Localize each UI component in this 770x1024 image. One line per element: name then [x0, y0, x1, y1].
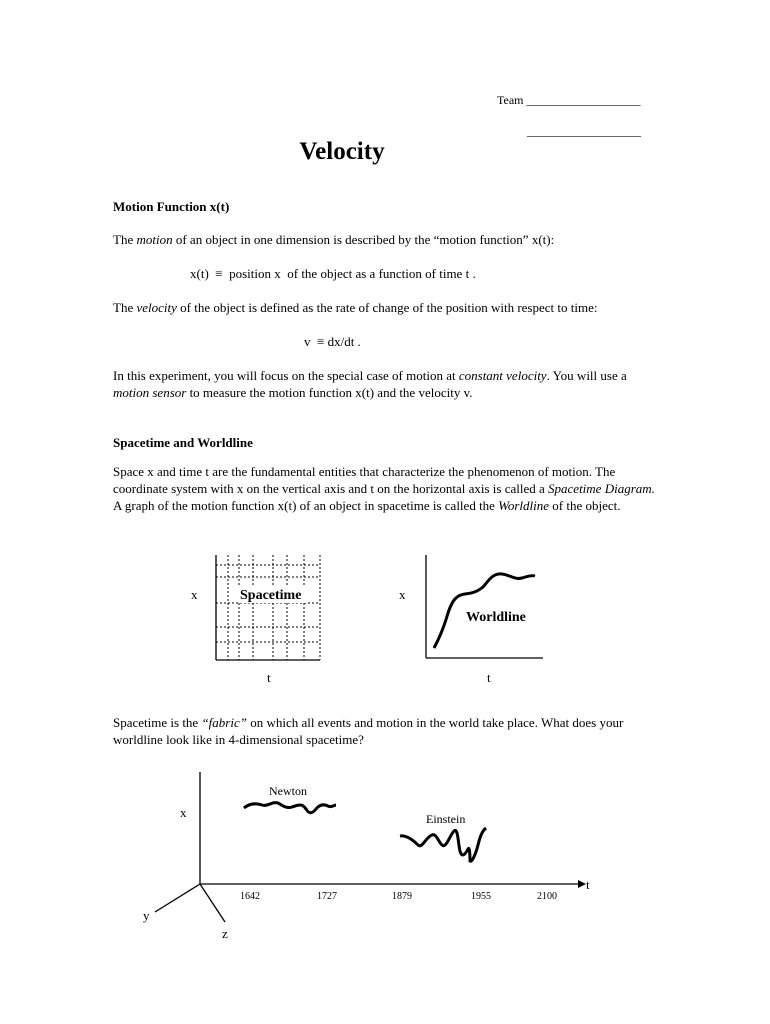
spacetime-label: Spacetime: [240, 588, 302, 603]
paragraph-experiment: In this experiment, you will focus on the special case of motion at constant velocity. You will use a motion sensor to measure the motion function x(t) and the velocity v.: [113, 368, 627, 400]
spacetime-t-label: t: [267, 670, 271, 685]
year-label: 1955: [471, 891, 491, 902]
paragraph-velocity: The velocity of the object is defined as the rate of change of the position with respect to time:: [113, 300, 598, 315]
worldline-t-label: t: [487, 670, 491, 685]
year-label: 2100: [537, 891, 557, 902]
t-axis-arrow: [578, 880, 586, 888]
year-label: 1642: [240, 891, 260, 902]
team-field-line2: ___________________: [527, 124, 641, 138]
history-x-label: x: [180, 805, 187, 820]
section-heading-spacetime: Spacetime and Worldline: [113, 435, 253, 450]
paragraph-spacetime: Space x and time t are the fundamental entities that characterize the phenomenon of motion. The coordinate system with x on the vertical axis and t on the horizontal axis is called a Spacetime Diagram. A graph of the motion function x(t) of an object in spacetime is called the Worldline of the object.: [113, 464, 655, 513]
newton-label: Newton: [269, 784, 307, 798]
spacetime-x-label: x: [191, 587, 198, 602]
team-field: Team ___________________: [497, 93, 641, 107]
worldline-label: Worldline: [466, 610, 526, 625]
worldline-diagram: [390, 545, 550, 690]
history-z-axis: [200, 884, 225, 922]
newton-worldline: [244, 803, 336, 813]
year-label: 1727: [317, 891, 337, 902]
paragraph-fabric: Spacetime is the “fabric” on which all events and motion in the world take place. What does your worldline look like in 4-dimensional spacetime?: [113, 715, 624, 747]
page-title: Velocity: [299, 138, 385, 165]
history-z-label: z: [222, 926, 228, 941]
year-label: 1879: [392, 891, 412, 902]
worldline-x-label: x: [399, 587, 406, 602]
einstein-worldline: [400, 828, 486, 861]
spacetime-diagram: [180, 545, 330, 690]
history-y-axis: [155, 884, 200, 912]
history-t-label: t: [586, 877, 590, 892]
paragraph-motion: The motion of an object in one dimension is described by the “motion function” x(t):: [113, 232, 555, 247]
equation-velocity: v ≡ dx/dt .: [304, 334, 361, 349]
section-heading-motion-function: Motion Function x(t): [113, 199, 230, 214]
history-spacetime-diagram: [130, 765, 610, 945]
history-y-label: y: [143, 908, 150, 923]
equation-motion-function: x(t) ≡ position x of the object as a function of time t .: [190, 266, 476, 281]
spacetime-grid: [216, 555, 320, 660]
einstein-label: Einstein: [426, 812, 466, 826]
